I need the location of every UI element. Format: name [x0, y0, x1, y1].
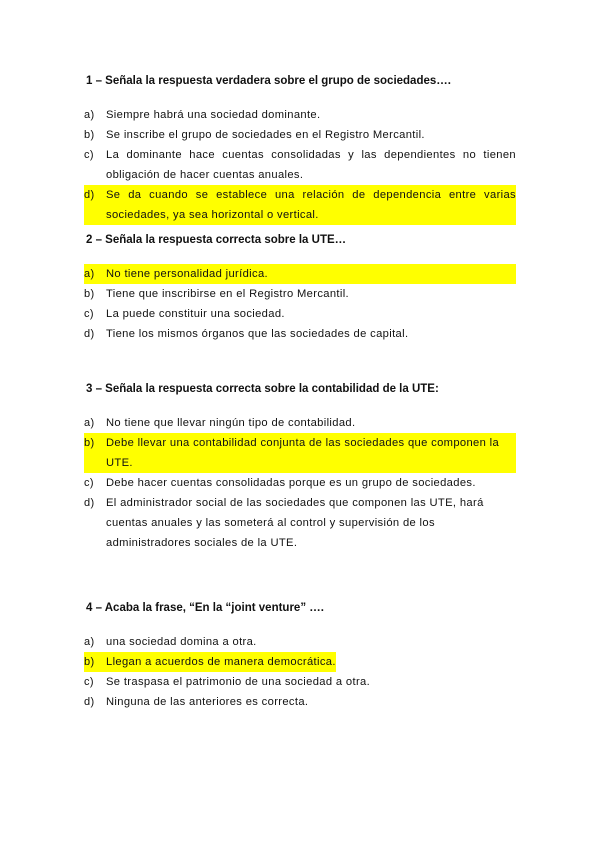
answer-item — [84, 672, 516, 692]
answer-item — [84, 632, 516, 652]
answer-letter: a) — [84, 636, 95, 648]
answer-text: Tiene que inscribirse en el Registro Mercantil. — [106, 288, 349, 300]
question-title: 2 – Señala la respuesta correcta sobre la UTE… — [86, 234, 347, 246]
answer-item — [84, 413, 516, 433]
question-title: 3 – Señala la respuesta correcta sobre la contabilidad de la UTE: — [86, 383, 439, 395]
answer-letter: a) — [84, 109, 95, 121]
question-3 — [86, 381, 516, 553]
answer-item — [84, 304, 516, 324]
answer-item — [84, 125, 516, 145]
answer-letter: c) — [84, 676, 94, 688]
answer-item — [84, 105, 516, 125]
question-1 — [86, 73, 516, 225]
answer-letter: a) — [84, 417, 95, 429]
answer-list — [86, 264, 516, 344]
answer-list — [86, 632, 516, 712]
answer-text: Llegan a acuerdos de manera democrática. — [106, 656, 336, 668]
answer-letter: b) — [84, 288, 95, 300]
question-2 — [86, 232, 516, 344]
answer-item — [84, 473, 516, 493]
answer-text: Ninguna de las anteriores es correcta. — [106, 696, 309, 708]
answer-list — [86, 413, 516, 553]
answer-text: Se da cuando se establece una relación de dependencia entre varias sociedades, ya sea horizontal o vertical. — [106, 189, 516, 221]
answer-text: No tiene que llevar ningún tipo de contabilidad. — [106, 417, 356, 429]
answer-text: Se traspasa el patrimonio de una sociedad a otra. — [106, 676, 371, 688]
question-4 — [86, 600, 516, 712]
answer-item — [84, 493, 516, 553]
answer-text: La dominante hace cuentas consolidadas y las dependientes no tienen obligación de hacer cuentas anuales. — [106, 149, 516, 181]
answer-text: La puede constituir una sociedad. — [106, 308, 285, 320]
answer-letter: b) — [84, 656, 95, 668]
answer-letter: a) — [84, 268, 95, 280]
answer-letter: b) — [84, 437, 95, 449]
answer-item — [84, 433, 516, 473]
answer-letter: c) — [84, 149, 94, 161]
answer-letter: d) — [84, 328, 95, 340]
answer-text: una sociedad domina a otra. — [106, 636, 257, 648]
answer-text: Debe llevar una contabilidad conjunta de las sociedades que componen la UTE. — [106, 437, 500, 469]
answer-letter: c) — [84, 477, 94, 489]
answer-item — [84, 324, 516, 344]
answer-item — [84, 652, 336, 672]
answer-text: El administrador social de las sociedades que componen las UTE, hará cuentas anuales y las someterá al control y supervisión de los administradores sociales de la UTE. — [106, 497, 484, 549]
answer-letter: c) — [84, 308, 94, 320]
answer-letter: d) — [84, 497, 95, 509]
question-title: 1 – Señala la respuesta verdadera sobre el grupo de sociedades…. — [86, 75, 451, 87]
answer-letter: b) — [84, 129, 95, 141]
answer-letter: d) — [84, 696, 95, 708]
answer-item — [84, 264, 516, 284]
answer-item — [84, 692, 516, 712]
answer-item — [84, 145, 516, 185]
answer-text: Siempre habrá una sociedad dominante. — [106, 109, 321, 121]
answer-text: Tiene los mismos órganos que las sociedades de capital. — [106, 328, 409, 340]
answer-text: No tiene personalidad jurídica. — [106, 268, 268, 280]
question-title: 4 – Acaba la frase, “En la “joint venture” …. — [86, 602, 324, 614]
answer-text: Se inscribe el grupo de sociedades en el Registro Mercantil. — [106, 129, 425, 141]
answer-letter: d) — [84, 189, 95, 201]
answer-text: Debe hacer cuentas consolidadas porque es un grupo de sociedades. — [106, 477, 476, 489]
answer-item — [84, 185, 516, 225]
answer-item — [84, 284, 516, 304]
answer-list — [86, 105, 516, 225]
